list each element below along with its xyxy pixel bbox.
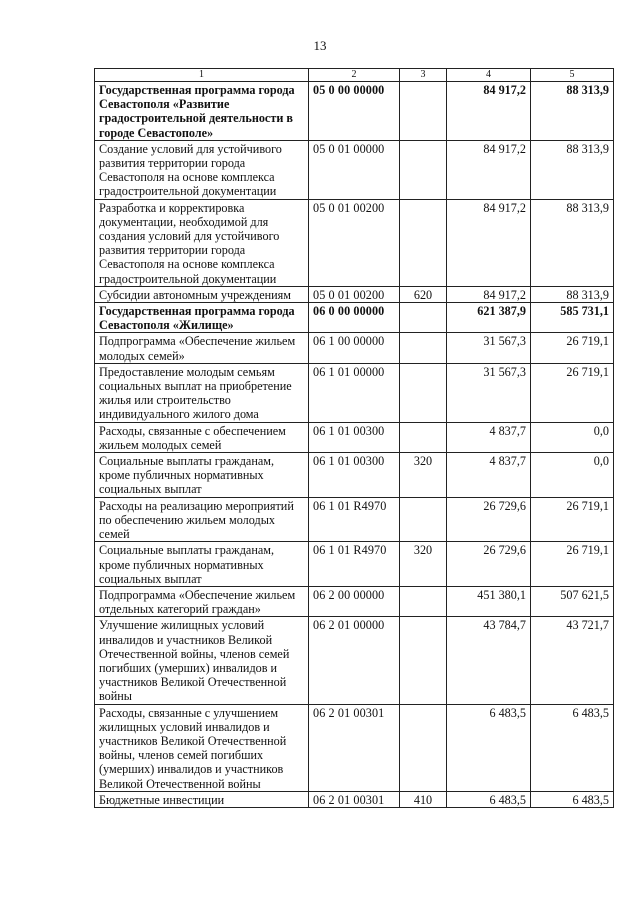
- amount-year2-cell: 88 313,9: [531, 286, 614, 302]
- target-code-cell: 06 1 01 R4970: [309, 542, 400, 587]
- column-header: 4: [447, 69, 531, 82]
- expense-name-cell: Субсидии автономным учреждениям: [95, 286, 309, 302]
- expense-type-cell: [400, 586, 447, 616]
- amount-year1-cell: 4 837,7: [447, 453, 531, 498]
- amount-year2-cell: 507 621,5: [531, 586, 614, 616]
- expense-name-cell: Государственная программа города Севастополя «Жилище»: [95, 303, 309, 333]
- table-row: [95, 422, 614, 452]
- column-header: 5: [531, 69, 614, 82]
- expense-type-cell: [400, 140, 447, 199]
- column-header: 3: [400, 69, 447, 82]
- expense-name-cell: Разработка и корректировка документации, необходимой для создания условий для устойчивого развития территории города Севастополя на основе комплекса градостроительной документации: [95, 199, 309, 286]
- expense-type-cell: [400, 617, 447, 704]
- expense-name-cell: Государственная программа города Севастополя «Развитие градостроительной деятельности в городе Севастополе»: [95, 82, 309, 141]
- table-row: [95, 704, 614, 791]
- amount-year1-cell: 451 380,1: [447, 586, 531, 616]
- amount-year2-cell: 88 313,9: [531, 140, 614, 199]
- target-code-cell: 06 1 01 R4970: [309, 497, 400, 542]
- table-row: [95, 586, 614, 616]
- target-code-cell: 06 0 00 00000: [309, 303, 400, 333]
- amount-year2-cell: 43 721,7: [531, 617, 614, 704]
- expense-type-cell: [400, 199, 447, 286]
- expense-name-cell: Расходы, связанные с обеспечением жильем молодых семей: [95, 422, 309, 452]
- table-row: [95, 286, 614, 302]
- expense-type-cell: [400, 422, 447, 452]
- budget-table: [94, 68, 614, 808]
- table-row: [95, 333, 614, 363]
- table-row: [95, 497, 614, 542]
- expense-name-cell: Бюджетные инвестиции: [95, 791, 309, 807]
- target-code-cell: 05 0 01 00200: [309, 199, 400, 286]
- amount-year2-cell: 0,0: [531, 422, 614, 452]
- amount-year2-cell: 88 313,9: [531, 82, 614, 141]
- amount-year1-cell: 84 917,2: [447, 82, 531, 141]
- page-number: 13: [313, 38, 327, 53]
- amount-year1-cell: 26 729,6: [447, 542, 531, 587]
- amount-year2-cell: 88 313,9: [531, 199, 614, 286]
- table-header-row: [95, 69, 614, 82]
- target-code-cell: 06 1 00 00000: [309, 333, 400, 363]
- expense-name-cell: Предоставление молодым семьям социальных выплат на приобретение жилья или строительство индивидуального жилого дома: [95, 363, 309, 422]
- amount-year2-cell: 26 719,1: [531, 497, 614, 542]
- amount-year1-cell: 84 917,2: [447, 286, 531, 302]
- amount-year2-cell: 26 719,1: [531, 363, 614, 422]
- amount-year1-cell: 6 483,5: [447, 791, 531, 807]
- table-row: [95, 453, 614, 498]
- expense-type-cell: [400, 497, 447, 542]
- target-code-cell: 05 0 01 00200: [309, 286, 400, 302]
- amount-year1-cell: 31 567,3: [447, 333, 531, 363]
- amount-year1-cell: 6 483,5: [447, 704, 531, 791]
- target-code-cell: 05 0 00 00000: [309, 82, 400, 141]
- expense-type-cell: [400, 82, 447, 141]
- column-header: 1: [95, 69, 309, 82]
- expense-type-cell: 410: [400, 791, 447, 807]
- expense-type-cell: 620: [400, 286, 447, 302]
- table-row: [95, 303, 614, 333]
- expense-type-cell: [400, 303, 447, 333]
- amount-year2-cell: 585 731,1: [531, 303, 614, 333]
- amount-year1-cell: 26 729,6: [447, 497, 531, 542]
- expense-name-cell: Создание условий для устойчивого развития территории города Севастополя на основе комплекса градостроительной документации: [95, 140, 309, 199]
- target-code-cell: 06 2 01 00301: [309, 791, 400, 807]
- expense-type-cell: 320: [400, 453, 447, 498]
- expense-type-cell: [400, 363, 447, 422]
- expense-name-cell: Улучшение жилищных условий инвалидов и участников Великой Отечественной войны, членов семей погибших (умерших) инвалидов и участников Великой Отечественной войны: [95, 617, 309, 704]
- column-header: 2: [309, 69, 400, 82]
- amount-year1-cell: 621 387,9: [447, 303, 531, 333]
- amount-year1-cell: 43 784,7: [447, 617, 531, 704]
- expense-type-cell: 320: [400, 542, 447, 587]
- amount-year1-cell: 84 917,2: [447, 199, 531, 286]
- amount-year1-cell: 4 837,7: [447, 422, 531, 452]
- amount-year1-cell: 31 567,3: [447, 363, 531, 422]
- expense-name-cell: Расходы, связанные с улучшением жилищных условий инвалидов и участников Великой Отечественной войны, членов семей погибших (умерших) инвалидов и участников Великой Отечественной войны: [95, 704, 309, 791]
- target-code-cell: 06 2 00 00000: [309, 586, 400, 616]
- table-row: [95, 363, 614, 422]
- expense-name-cell: Подпрограмма «Обеспечение жильем отдельных категорий граждан»: [95, 586, 309, 616]
- expense-name-cell: Социальные выплаты гражданам, кроме публичных нормативных социальных выплат: [95, 453, 309, 498]
- target-code-cell: 06 1 01 00300: [309, 453, 400, 498]
- amount-year2-cell: 6 483,5: [531, 704, 614, 791]
- table-row: [95, 82, 614, 141]
- table-row: [95, 199, 614, 286]
- target-code-cell: 06 1 01 00300: [309, 422, 400, 452]
- amount-year2-cell: 26 719,1: [531, 542, 614, 587]
- table-body: [95, 82, 614, 808]
- table-row: [95, 791, 614, 807]
- amount-year1-cell: 84 917,2: [447, 140, 531, 199]
- expense-name-cell: Подпрограмма «Обеспечение жильем молодых семей»: [95, 333, 309, 363]
- expense-name-cell: Расходы на реализацию мероприятий по обеспечению жильем молодых семей: [95, 497, 309, 542]
- target-code-cell: 06 1 01 00000: [309, 363, 400, 422]
- table-row: [95, 140, 614, 199]
- amount-year2-cell: 0,0: [531, 453, 614, 498]
- target-code-cell: 06 2 01 00000: [309, 617, 400, 704]
- expense-name-cell: Социальные выплаты гражданам, кроме публичных нормативных социальных выплат: [95, 542, 309, 587]
- table-row: [95, 542, 614, 587]
- expense-type-cell: [400, 333, 447, 363]
- target-code-cell: 06 2 01 00301: [309, 704, 400, 791]
- target-code-cell: 05 0 01 00000: [309, 140, 400, 199]
- expense-type-cell: [400, 704, 447, 791]
- amount-year2-cell: 6 483,5: [531, 791, 614, 807]
- table-row: [95, 617, 614, 704]
- amount-year2-cell: 26 719,1: [531, 333, 614, 363]
